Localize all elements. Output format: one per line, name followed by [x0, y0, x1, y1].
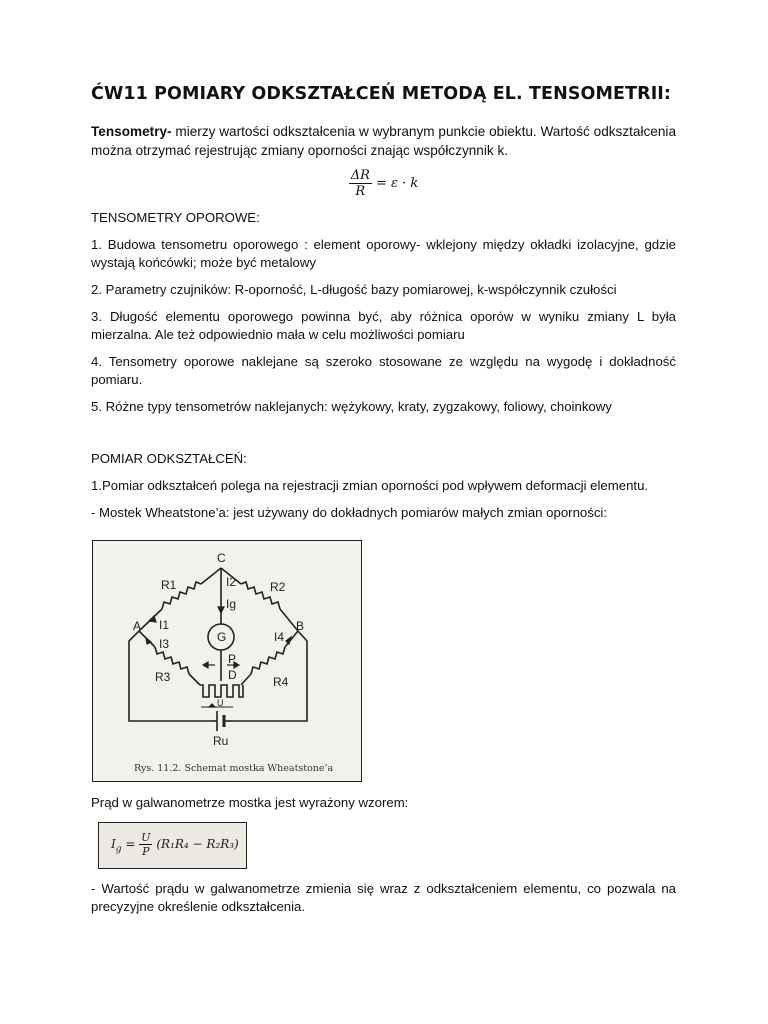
section-heading-measurement: POMIAR ODKSZTAŁCEŃ: — [91, 451, 247, 466]
current-formula-intro: Prąd w galwanometrze mostka jest wyrażony wzorem: — [91, 795, 409, 810]
formula2-denominator: P — [142, 845, 150, 858]
label-i1: I1 — [159, 618, 170, 632]
formula-expression: $I_g$ = $\frac{U}{P}$ (R₁R₄ − R₂R₃) — [111, 831, 239, 858]
list-item-2: 2. Parametry czujników: R-oporność, L-długość bazy pomiarowej, k-współczynnik czułości — [91, 282, 617, 297]
label-a: A — [133, 619, 142, 633]
label-d: D — [228, 668, 237, 682]
formula2-numerator: U — [141, 831, 151, 844]
label-p: P — [228, 652, 237, 666]
slidewire-resistor — [200, 685, 243, 697]
formula2-fraction — [139, 831, 152, 858]
formula-numerator: ΔR — [350, 168, 370, 183]
figure-caption: Rys. 11.2. Schemat mostka Wheatstone’a — [134, 763, 334, 774]
label-r4: R4 — [273, 675, 289, 689]
list-item-3: 3. Długość elementu oporowego powinna być, aby różnica oporów w wyniku zmiany L była mierzalna. Ale też odpowiednio mała w celu możliwości pomiaru — [91, 309, 676, 342]
current-arrow-ig — [218, 607, 224, 613]
wire-right-loop — [231, 631, 307, 721]
label-u: U — [217, 698, 224, 708]
formula-lhs-subscript: g — [115, 844, 122, 855]
wheatstone-bridge-figure — [92, 540, 362, 782]
formula2-rhs: (R₁R₄ − R₂R₃) — [156, 837, 239, 851]
label-r3: R3 — [155, 670, 171, 684]
formula-denominator: R — [355, 184, 366, 199]
intro-text: mierzy wartości odkształcenia w wybranym punkcie obiektu. Wartość odkształcenia można otrzymać rejestrując zmiany oporności znając współczynnik k. — [91, 124, 676, 158]
measurement-item-1: 1.Pomiar odkształceń polega na rejestracji zmian oporności pod wpływem deformacji elementu. — [91, 478, 649, 493]
intro-term: Tensometry- — [91, 124, 172, 139]
label-g: G — [217, 630, 227, 644]
formula-fraction — [349, 168, 372, 199]
document-page — [91, 84, 676, 522]
current-arrow-i1 — [149, 616, 156, 622]
label-b: B — [296, 619, 305, 633]
list-item-5: 5. Różne typy tensometrów naklejanych: wężykowy, kraty, zygzakowy, foliowy, choinkowy — [91, 399, 612, 414]
page-title: ĆW11 POMIARY ODKSZTAŁCEŃ METODĄ EL. TENSOMETRII: — [91, 84, 672, 104]
formula-rhs: = ε · k — [376, 176, 419, 191]
label-r2: R2 — [270, 580, 286, 594]
label-c: C — [217, 551, 226, 565]
galvanometer-current-formula — [98, 822, 247, 869]
strain-formula — [91, 168, 676, 199]
wire-r3-bottom — [189, 674, 200, 685]
current-arrow-i4 — [286, 637, 291, 644]
list-item-4: 4. Tensometry oporowe naklejane są szeroko stosowane ze względu na wygodę i dokładność pomiaru. — [91, 354, 676, 387]
list-item-1: 1. Budowa tensometru oporowego : element oporowy- wklejony między okładki izolacyjne, gdzie wystają końcówki; może być metalowy — [91, 237, 676, 270]
measurement-item-2: - Mostek Wheatstone’a: jest używany do dokładnych pomiarów małych zmian oporności: — [91, 505, 608, 520]
wire-c-r1 — [201, 568, 221, 584]
section-heading-tensometers: TENSOMETRY OPOROWE: — [91, 210, 260, 225]
closing-paragraph: - Wartość prądu w galwanometrze zmienia się wraz z odkształceniem elementu, co pozwala na precyzyjne określenie odkształcenia. — [91, 881, 676, 914]
formula-lhs: I — [111, 837, 116, 851]
wire-b-r4 — [285, 631, 298, 647]
label-i3: I3 — [159, 637, 170, 651]
resistor-r4 — [251, 647, 285, 674]
label-i2: I2 — [226, 575, 237, 589]
label-i4: I4 — [274, 630, 285, 644]
intro-paragraph — [91, 122, 676, 160]
label-r1: R1 — [161, 578, 177, 592]
wheatstone-bridge-diagram — [93, 541, 361, 781]
label-ru: Ru — [213, 734, 229, 748]
wire-r4-bottom — [241, 674, 251, 685]
label-ig: Ig — [226, 597, 237, 611]
